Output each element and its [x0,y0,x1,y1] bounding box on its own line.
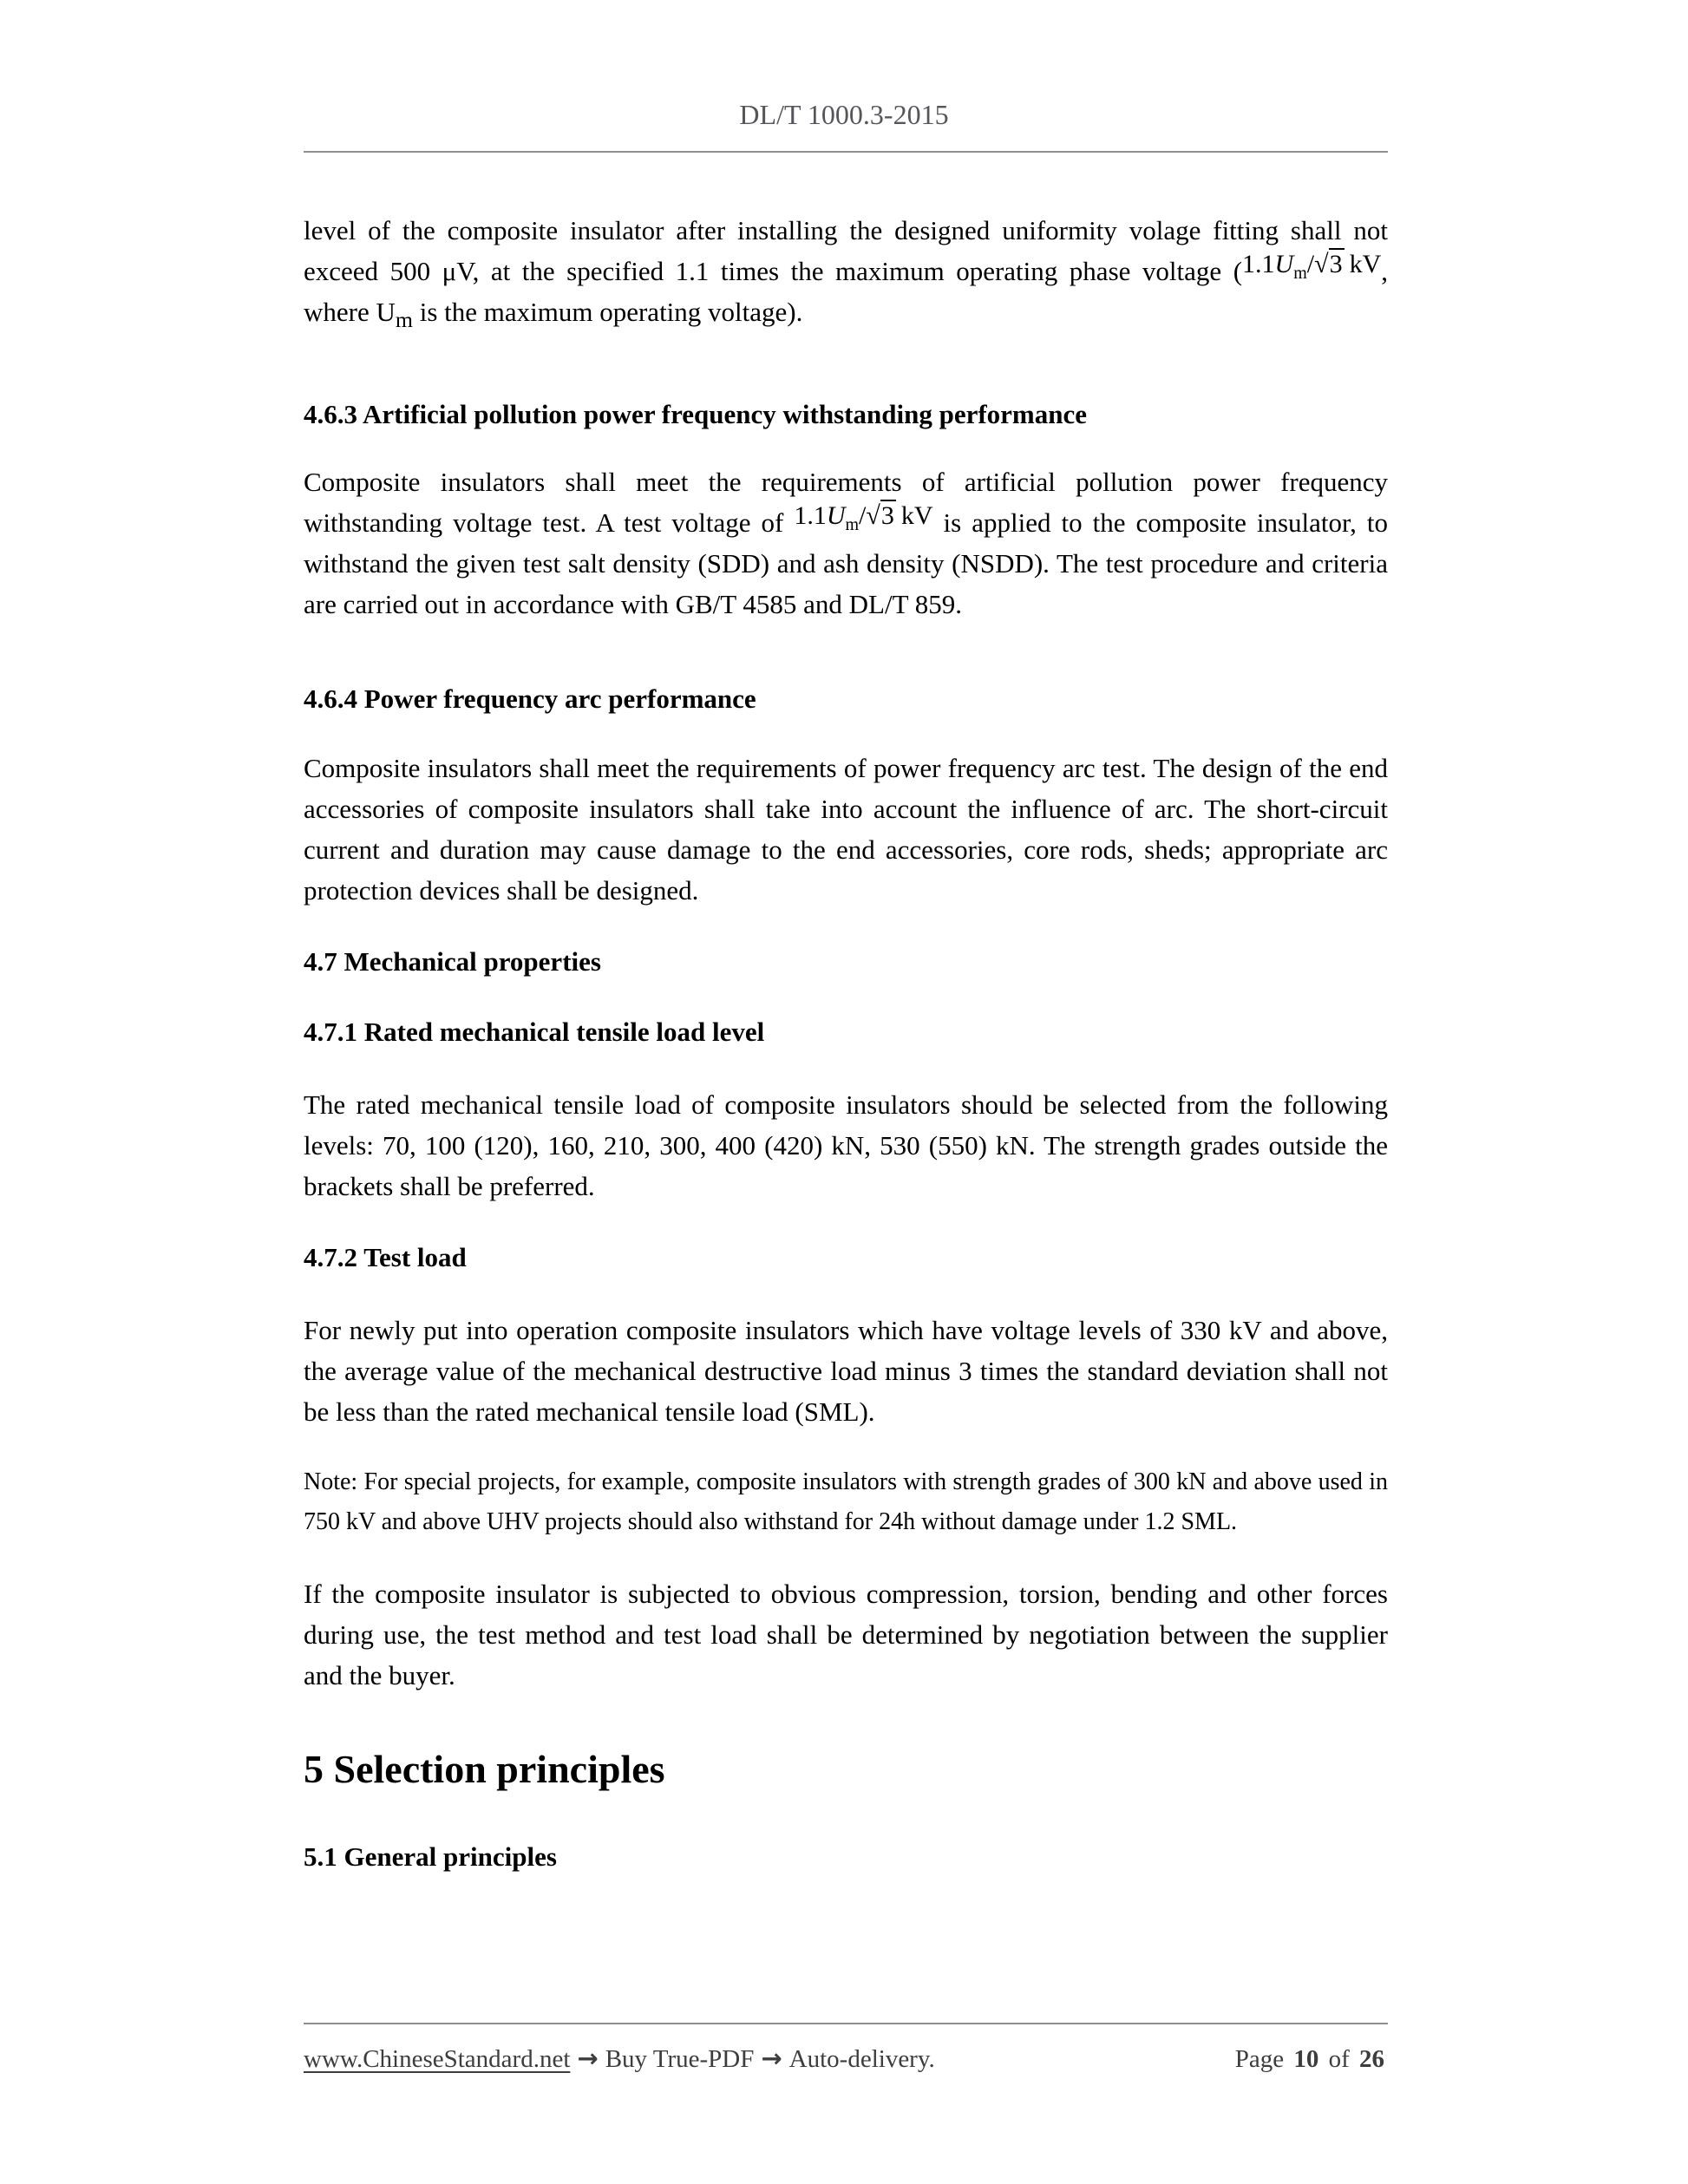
radical-sign: √ [1314,250,1329,278]
header-rule [304,151,1388,153]
paragraph-voltage-level [304,210,1388,340]
paragraph-text: level of the composite insulator after installing the designed uniformity volage fitting shall not exceed 500 μV, at the specified 1.1 times the maximum operating phase voltage ( [304,215,1388,286]
heading-4-6-4: 4.6.4 Power frequency arc performance [304,683,756,715]
formula-subscript: m [845,515,860,535]
footer-left [304,2042,935,2076]
footer-rule [304,2023,1388,2024]
formula-subscript: m [1293,264,1307,283]
paragraph-4-6-4: Composite insulators shall meet the requirements of power frequency arc test. The design of the end accessories of composite insulators shall take into account the influence of arc. The short-circuit current and duration may cause damage to the end accessories, core rods, sheds; appropriate arc protection devices shall be designed. [304,753,1388,906]
note-paragraph: Note: For special projects, for example, composite insulators with strength grades of 300 kN and above used in 750 kV and above UHV projects should also withstand for 24h without damage under 1.2 SML. [304,1468,1388,1536]
formula-coefficient: 1.1 [1242,250,1275,278]
page-indicator [1235,2043,1388,2076]
footer-action-buy: Buy True-PDF [605,2045,755,2073]
footer-row [304,2042,1388,2076]
formula-voltage [1242,248,1381,282]
heading-4-6-3: 4.6.3 Artificial pollution power frequency withstanding performance [304,399,1087,430]
paragraph-negotiation: If the composite insulator is subjected to obvious compression, torsion, bending and other forces during use, the test method and test load shall be determined by negotiation between the supplier and the buyer. [304,1579,1388,1691]
paragraph-text: Composite insulators shall meet the requirements of artificial pollution power frequency withstanding voltage test. A test voltage of [304,467,1388,539]
page-number: 10 [1293,2045,1319,2073]
paragraph-text: is applied to the composite insulator, to withstand the given test salt density (SDD) and ash density (NSDD). The test procedure and criteria are carried out in accordance with GB/T 4585 and DL/T 859. [304,507,1388,620]
paragraph-text: , where U [304,256,1388,327]
formula-radicand: 3 [1329,250,1343,278]
formula-variable: U [826,501,846,531]
paragraph-text: is the maximum operating voltage). [412,297,803,327]
formula-radicand: 3 [880,501,894,531]
page-footer [304,2023,1388,2076]
formula-unit: kV [1349,250,1382,278]
paragraph-4-7-1: The rated mechanical tensile load of composite insulators should be selected from the following levels: 70, 100 (120), 160, 210, 300, 400 (420) kN, 530 (550) kN. The strength grades outside the brackets shall be preferred. [304,1089,1388,1202]
formula-slash: / [1306,250,1315,278]
footer-link[interactable]: www.ChineseStandard.net [304,2045,571,2073]
arrow-icon: → [577,2043,599,2073]
heading-4-7: 4.7 Mechanical properties [304,946,601,978]
heading-4-7-1: 4.7.1 Rated mechanical tensile load level [304,1017,765,1048]
paragraph-4-7-2: For newly put into operation composite insulators which have voltage levels of 330 kV and above, the average value of the mechanical destructive load minus 3 times the standard deviation shall not be less than the rated mechanical tensile load (SML). [304,1315,1388,1428]
radical-sign: √ [866,501,880,531]
um-subscript: m [395,307,413,333]
arrow-icon: → [761,2043,782,2073]
doc-number: DL/T 1000.3-2015 [739,99,949,130]
formula-variable: U [1274,250,1294,278]
heading-5-1: 5.1 General principles [304,1841,557,1873]
formula-unit: kV [900,501,933,531]
formula-voltage [794,500,932,533]
page-total: 26 [1359,2045,1384,2073]
paragraph-4-6-3 [304,461,1388,624]
of-label: of [1328,2045,1350,2073]
page-header [0,0,1688,132]
formula-slash: / [859,501,867,531]
heading-4-7-2: 4.7.2 Test load [304,1242,467,1273]
formula-coefficient: 1.1 [794,501,827,531]
page-label: Page [1234,2045,1285,2073]
heading-5: 5 Selection principles [304,1747,665,1792]
document-body [0,210,1688,1877]
footer-action-delivery: Auto-delivery. [788,2045,935,2073]
